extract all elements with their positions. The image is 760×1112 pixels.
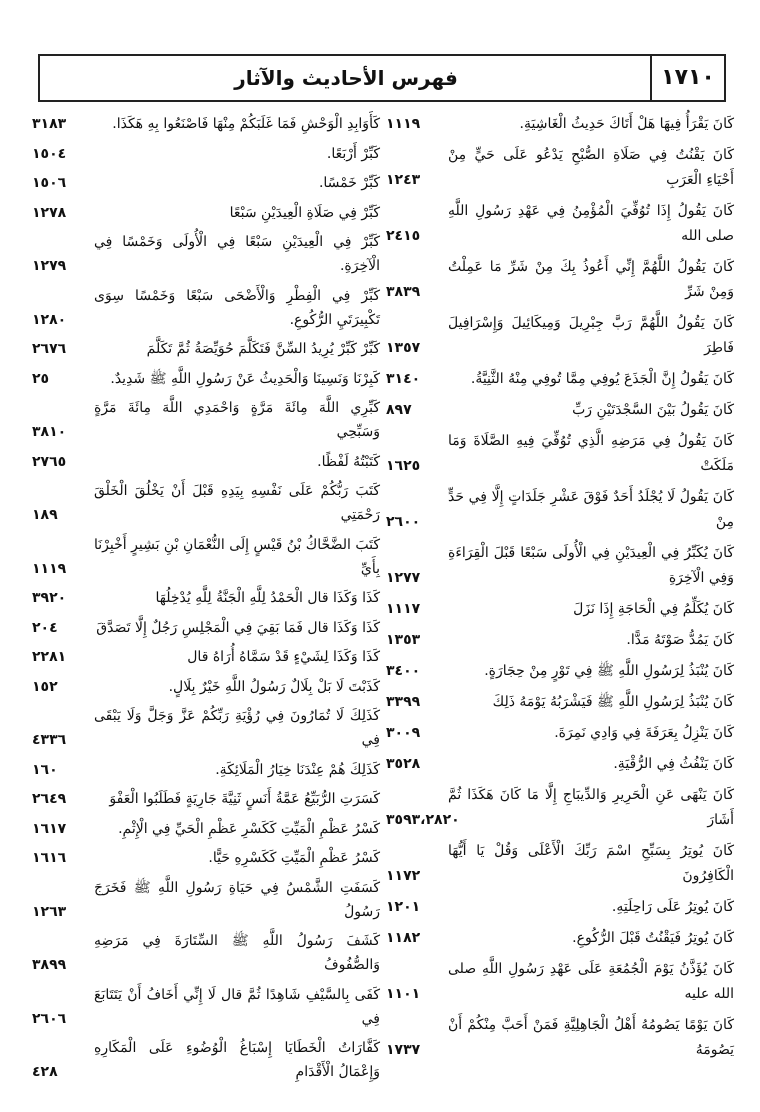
- hadith-number: ١١١٩: [386, 116, 421, 132]
- hadith-text: كَذَلِكَ هُمْ عِنْدَنَا خِيَارُ الْمَلَائِكَةِ.: [215, 761, 380, 778]
- index-entry: [32, 929, 380, 977]
- index-entry: [32, 616, 380, 640]
- hadith-number: ٣٨٣٩: [386, 284, 421, 300]
- page-number: ١٧١٠: [650, 56, 724, 100]
- hadith-number: ٣٣٩٩: [386, 694, 421, 710]
- hadith-number: ٣٥٩٣،٢٨٢٠: [386, 812, 460, 828]
- page-header: [38, 54, 726, 102]
- hadith-text: كَانَ يَمُدُّ صَوْتَهُ مَدًّا.: [626, 632, 734, 648]
- index-entry: [32, 758, 380, 782]
- hadith-text: كَبِّرِي اللَّهَ مِائَةَ مَرَّةٍ وَاحْمَدِي اللَّهَ مِائَةَ مَرَّةٍ وَسَبِّحِي: [94, 400, 380, 440]
- hadith-number: ٣٤٠٠: [386, 663, 421, 679]
- hadith-number: ٢٧٦٥: [32, 453, 67, 470]
- index-entry: [386, 783, 734, 833]
- hadith-number: ١٢٤٣: [386, 172, 421, 188]
- hadith-text: كَانَ يَقْرَأُ فِيهَا هَلْ أَتَاكَ حَدِيثُ الْغَاشِيَةِ.: [519, 116, 734, 132]
- hadith-text: كَأَوَابِدِ الْوَحْشِ فَمَا غَلَبَكُمْ مِنْهَا فَاصْنَعُوا بِهِ هَكَذَا.: [112, 116, 380, 132]
- hadith-number: ١١٧٢: [386, 868, 421, 884]
- index-entry: [32, 337, 380, 361]
- hadith-text: كَانَ يَقُولُ لَا يُجْلَدُ أَحَدٌ فَوْقَ عَشْرِ جَلَدَاتٍ إِلَّا فِي حَدٍّ مِنْ: [448, 489, 734, 530]
- hadith-text: كَفَى بِالسَّيْفِ شَاهِدًا ثُمَّ قال لَا إِنِّي أَخَافُ أَنْ يَتَتَابَعَ فِي: [94, 986, 380, 1027]
- hadith-text: كَانَ يُنْبَذُ لِرَسُولِ اللَّهِ ﷺ فِي تَوْرٍ مِنْ حِجَارَةٍ.: [484, 663, 734, 679]
- hadith-number: ٣١٤٠: [386, 371, 421, 387]
- index-entry: [32, 450, 380, 474]
- hadith-number: ١٦١٦: [32, 850, 67, 866]
- hadith-text: كَانَ يَقُولُ إِذَا تُوُفِّيَ الْمُؤْمِنُ فِي عَهْدِ رَسُولِ اللَّهِ صلى الله: [448, 203, 734, 244]
- index-entry: [386, 1013, 734, 1063]
- hadith-text: كَانَ يَقُولُ اللَّهُمَّ رَبَّ جِبْرِيلَ وَمِيكَائِيلَ وَإِسْرَافِيلَ فَاطِرَ: [448, 315, 734, 356]
- index-entry: [386, 112, 734, 137]
- hadith-number: ٣١٨٣: [32, 116, 67, 132]
- index-entry: [386, 485, 734, 535]
- hadith-number: ١٢٧٧: [386, 570, 421, 586]
- hadith-text: كَسْرُ عَظْمِ الْمَيِّتِ كَكَسْرِ عَظْمِ الْحَيِّ فِي الْإِثْمِ.: [118, 820, 380, 837]
- index-entry: [386, 429, 734, 479]
- index-entry: [386, 541, 734, 591]
- hadith-text: كَشَفَ رَسُولُ اللَّهِ ﷺ السِّتَارَةَ فِي مَرَضِهِ وَالصُّفُوفُ: [94, 933, 380, 973]
- index-entry: [32, 230, 380, 278]
- index-entry: [386, 367, 734, 392]
- hadith-text: كَسْرُ عَظْمِ الْمَيِّتِ كَكَسْرِهِ حَيًّا.: [208, 850, 380, 866]
- index-entry: [32, 846, 380, 870]
- hadith-number: ١١١٩: [32, 560, 67, 577]
- index-entry: [386, 957, 734, 1007]
- index-entry: [386, 597, 734, 622]
- hadith-number: ٢٥: [32, 370, 50, 387]
- left-column: [32, 112, 380, 1090]
- hadith-text: كَبِّرْ أَرْبَعًا.: [326, 145, 380, 162]
- hadith-number: ٢٢٨١: [32, 649, 67, 665]
- index-entry: [386, 398, 734, 423]
- hadith-text: كَانَ يَقُولُ بَيْنَ السَّجْدَتَيْنِ رَبِّ: [572, 402, 734, 418]
- hadith-text: كَبِرْنَا وَنَسِينَا وَالْحَدِيثُ عَنْ رَسُولِ اللَّهِ ﷺ شَدِيدٌ.: [110, 370, 380, 387]
- index-entry: [32, 586, 380, 610]
- index-entry: [386, 199, 734, 249]
- index-entry: [386, 690, 734, 715]
- hadith-text: كَانَ يَنْزِلُ بِعَرَفَةَ فِي وَادِي نَمِرَةَ.: [554, 725, 734, 741]
- hadith-text: كَبِّرْ فِي الْعِيدَيْنِ سَبْعًا فِي الْأُولَى وَخَمْسًا فِي الْآخِرَةِ.: [94, 234, 380, 274]
- hadith-text: كَذَبْتَ لَا بَلْ بِلَالٌ رَسُولُ اللَّهِ خَيْرٌ بِلَالٍ.: [168, 678, 380, 695]
- index-entry: [32, 1036, 380, 1084]
- index-entry: [32, 817, 380, 841]
- hadith-number: ١٣٥٧: [386, 340, 421, 356]
- index-entry: [32, 201, 380, 225]
- hadith-number: ١٢٦٣: [32, 903, 67, 920]
- hadith-text: كَبِّرْ كَبِّرْ يُرِيدُ السِّنَّ فَتَكَلَّمَ حُوَيِّصَةُ ثُمَّ تَكَلَّمَ: [146, 341, 380, 357]
- index-entry: [32, 142, 380, 166]
- hadith-number: ٢٦٧٦: [32, 341, 67, 357]
- hadith-number: ٤٣٣٦: [32, 732, 67, 748]
- hadith-number: ٣٨٩٩: [32, 957, 67, 973]
- hadith-number: ٢٦٤٩: [32, 791, 67, 807]
- hadith-number: ٤٢٨: [32, 1064, 58, 1080]
- hadith-text: كَذَا وَكَذَا قال فَمَا بَقِيَ فِي الْمَجْلِسِ رَجُلٌ إِلَّا تَصَدَّقَ: [96, 619, 380, 636]
- index-entry: [386, 721, 734, 746]
- hadith-number: ١٢٧٨: [32, 204, 67, 221]
- hadith-number: ١٥٠٦: [32, 175, 67, 191]
- index-entry: [32, 396, 380, 444]
- index-entry: [386, 752, 734, 777]
- index-entry: [386, 628, 734, 653]
- hadith-number: ١٢٨٠: [32, 311, 67, 328]
- hadith-text: كَذَا وَكَذَا لِشَيْءٍ قَدْ سَمَّاهُ أُرَاهُ قال: [187, 649, 380, 665]
- hadith-number: ١٧٣٧: [386, 1042, 421, 1058]
- index-entry: [32, 112, 380, 136]
- index-entry: [32, 645, 380, 669]
- hadith-text: كَسَفَتِ الشَّمْسُ فِي حَيَاةِ رَسُولِ اللَّهِ ﷺ فَخَرَجَ رَسُولُ: [94, 879, 380, 920]
- page-title: فهرس الأحاديث والآثار: [234, 66, 458, 90]
- hadith-text: كَانَ يَنْفُثُ فِي الرُّقْيَةِ.: [613, 756, 734, 772]
- hadith-text: كَتَبَ رَبُّكُمْ عَلَى نَفْسِهِ بِيَدِهِ قَبْلَ أَنْ يَخْلُقَ الْخَلْقَ رَحْمَتِي: [94, 483, 380, 523]
- hadith-text: كَانَ يَنْهَى عَنِ الْحَرِيرِ وَالدِّيبَاجِ إِلَّا مَا كَانَ هَكَذَا ثُمَّ أَشَارَ: [448, 787, 734, 828]
- hadith-number: ١٦٢٥: [386, 458, 421, 474]
- hadith-text: كَذَلِكَ لَا تُمَارُونَ فِي رُؤْيَةِ رَبِّكُمْ عَزَّ وَجَلَّ وَلَا يَبْقَى فِي: [94, 708, 380, 748]
- index-entry: [32, 171, 380, 195]
- hadith-number: ١٣٥٣: [386, 632, 421, 648]
- hadith-text: كَبِّرْ فِي صَلَاةِ الْعِيدَيْنِ سَبْعًا: [229, 204, 380, 221]
- index-entry: [386, 926, 734, 951]
- hadith-number: ١٢٠١: [386, 899, 421, 915]
- index-entry: [32, 479, 380, 527]
- index-entry: [32, 284, 380, 332]
- hadith-text: كَانَ يُكَلِّمُ فِي الْحَاجَةِ إِذَا نَزَلَ: [573, 601, 734, 617]
- index-entry: [386, 311, 734, 361]
- hadith-number: ٣٠٠٩: [386, 725, 421, 741]
- hadith-number: ٨٩٧: [386, 402, 412, 418]
- index-entry: [32, 983, 380, 1031]
- hadith-number: ١٨٩: [32, 507, 58, 523]
- index-entry: [386, 659, 734, 684]
- index-entry: [386, 839, 734, 889]
- hadith-text: كَذَا وَكَذَا قال الْحَمْدُ لِلَّهِ الْجَنَّةُ لِلَّهِ يُدْخِلُهَا: [155, 590, 380, 606]
- hadith-text: كَتَبْتُهُ لَفْظًا.: [317, 453, 380, 470]
- hadith-number: ١١٨٢: [386, 930, 421, 946]
- hadith-text: كَفَّارَاتُ الْخَطَايَا إِسْبَاغُ الْوُضُوءِ عَلَى الْمَكَارِهِ وَإِعْمَالُ الْأَقْدَامِ: [94, 1040, 380, 1080]
- hadith-number: ١٥٠٤: [32, 145, 67, 162]
- hadith-text: كَانَ يَوْمًا يَصُومُهُ أَهْلُ الْجَاهِلِيَّةِ فَمَنْ أَحَبَّ مِنْكُمْ أَنْ يَصُومَهُ: [448, 1017, 734, 1058]
- hadith-number: ١٥٢: [32, 678, 58, 695]
- index-entry: [32, 533, 380, 581]
- hadith-number: ١١٠١: [386, 986, 421, 1002]
- hadith-text: كَانَ يُنْبَذُ لِرَسُولِ اللَّهِ ﷺ فَيَشْرَبُهُ يَوْمَهُ ذَلِكَ: [492, 694, 734, 710]
- hadith-number: ١٦١٧: [32, 820, 67, 837]
- right-column: [386, 112, 734, 1069]
- index-entry: [32, 704, 380, 752]
- index-entry: [32, 787, 380, 811]
- hadith-text: كَانَ يَقْنُتُ فِي صَلَاةِ الصُّبْحِ يَدْعُو عَلَى حَيٍّ مِنْ أَحْيَاءِ الْعَرَبِ: [448, 147, 734, 188]
- hadith-number: ٣٩٢٠: [32, 590, 67, 606]
- hadith-text: كَانَ يَقُولُ اللَّهُمَّ إِنِّي أَعُوذُ بِكَ مِنْ شَرِّ مَا عَمِلْتُ وَمِنْ شَرِّ: [448, 259, 734, 300]
- hadith-text: كَانَ يَقُولُ إِنَّ الْجَذَعَ يُوفِي مِمَّا تُوفِي مِنْهُ الثَّنِيَّةُ.: [470, 371, 734, 387]
- hadith-text: كَبِّرْ فِي الْفِطْرِ وَالْأَضْحَى سَبْعًا وَخَمْسًا سِوَى تَكْبِيرَتَيِ الرُّكُوعِ.: [94, 287, 380, 328]
- hadith-number: ٣٥٢٨: [386, 756, 421, 772]
- hadith-number: ١٦٠: [32, 761, 58, 778]
- hadith-number: ٢٤١٥: [386, 228, 421, 244]
- hadith-text: كَانَ يُوتِرُ عَلَى رَاحِلَتِهِ.: [611, 899, 734, 915]
- hadith-text: كَانَ يَقُولُ فِي مَرَضِهِ الَّذِي تُوُفِّيَ فِيهِ الصَّلَاةَ وَمَا مَلَكَتْ: [448, 433, 734, 474]
- index-entry: [386, 143, 734, 193]
- hadith-number: ٣٨١٠: [32, 424, 67, 440]
- hadith-number: ١١١٧: [386, 601, 421, 617]
- hadith-text: كَانَ يُؤَذَّنُ يَوْمَ الْجُمُعَةِ عَلَى عَهْدِ رَسُولِ اللَّهِ صلى الله عليه: [448, 961, 734, 1002]
- hadith-text: كَبِّرْ خَمْسًا.: [318, 175, 380, 191]
- hadith-text: كَانَ يُكَبِّرُ فِي الْعِيدَيْنِ فِي الْأُولَى سَبْعًا قَبْلَ الْقِرَاءَةِ وَفِي الْآخِرَةِ: [448, 545, 734, 586]
- hadith-number: ١٢٧٩: [32, 258, 67, 274]
- hadith-number: ٢٦٠٠: [386, 514, 421, 530]
- hadith-number: ٢٦٠٦: [32, 1010, 67, 1027]
- index-entry: [386, 895, 734, 920]
- index-entry: [32, 367, 380, 391]
- hadith-text: كَتَبَ الضَّحَّاكُ بْنُ قَيْسٍ إِلَى النُّعْمَانِ بْنِ بَشِيرٍ أَخْبِرْنَا بِأَيِّ: [94, 536, 380, 577]
- index-entry: [32, 675, 380, 699]
- hadith-text: كَانَ يُوتِرُ بِسَبِّحِ اسْمَ رَبِّكَ الْأَعْلَى وَقُلْ يَا أَيُّهَا الْكَافِرُونَ: [448, 843, 734, 884]
- hadith-text: كَانَ يُوتِرُ فَيَقْنُتُ قَبْلَ الرُّكُوعِ.: [572, 930, 734, 946]
- index-entry: [386, 255, 734, 305]
- index-entry: [32, 876, 380, 924]
- hadith-text: كَسَرَتِ الرُّبَيِّعُ عَمَّةُ أَنَسٍ ثَنِيَّةَ جَارِيَةٍ فَطَلَبُوا الْعَفْوَ: [109, 791, 380, 807]
- hadith-number: ٢٠٤: [32, 619, 58, 636]
